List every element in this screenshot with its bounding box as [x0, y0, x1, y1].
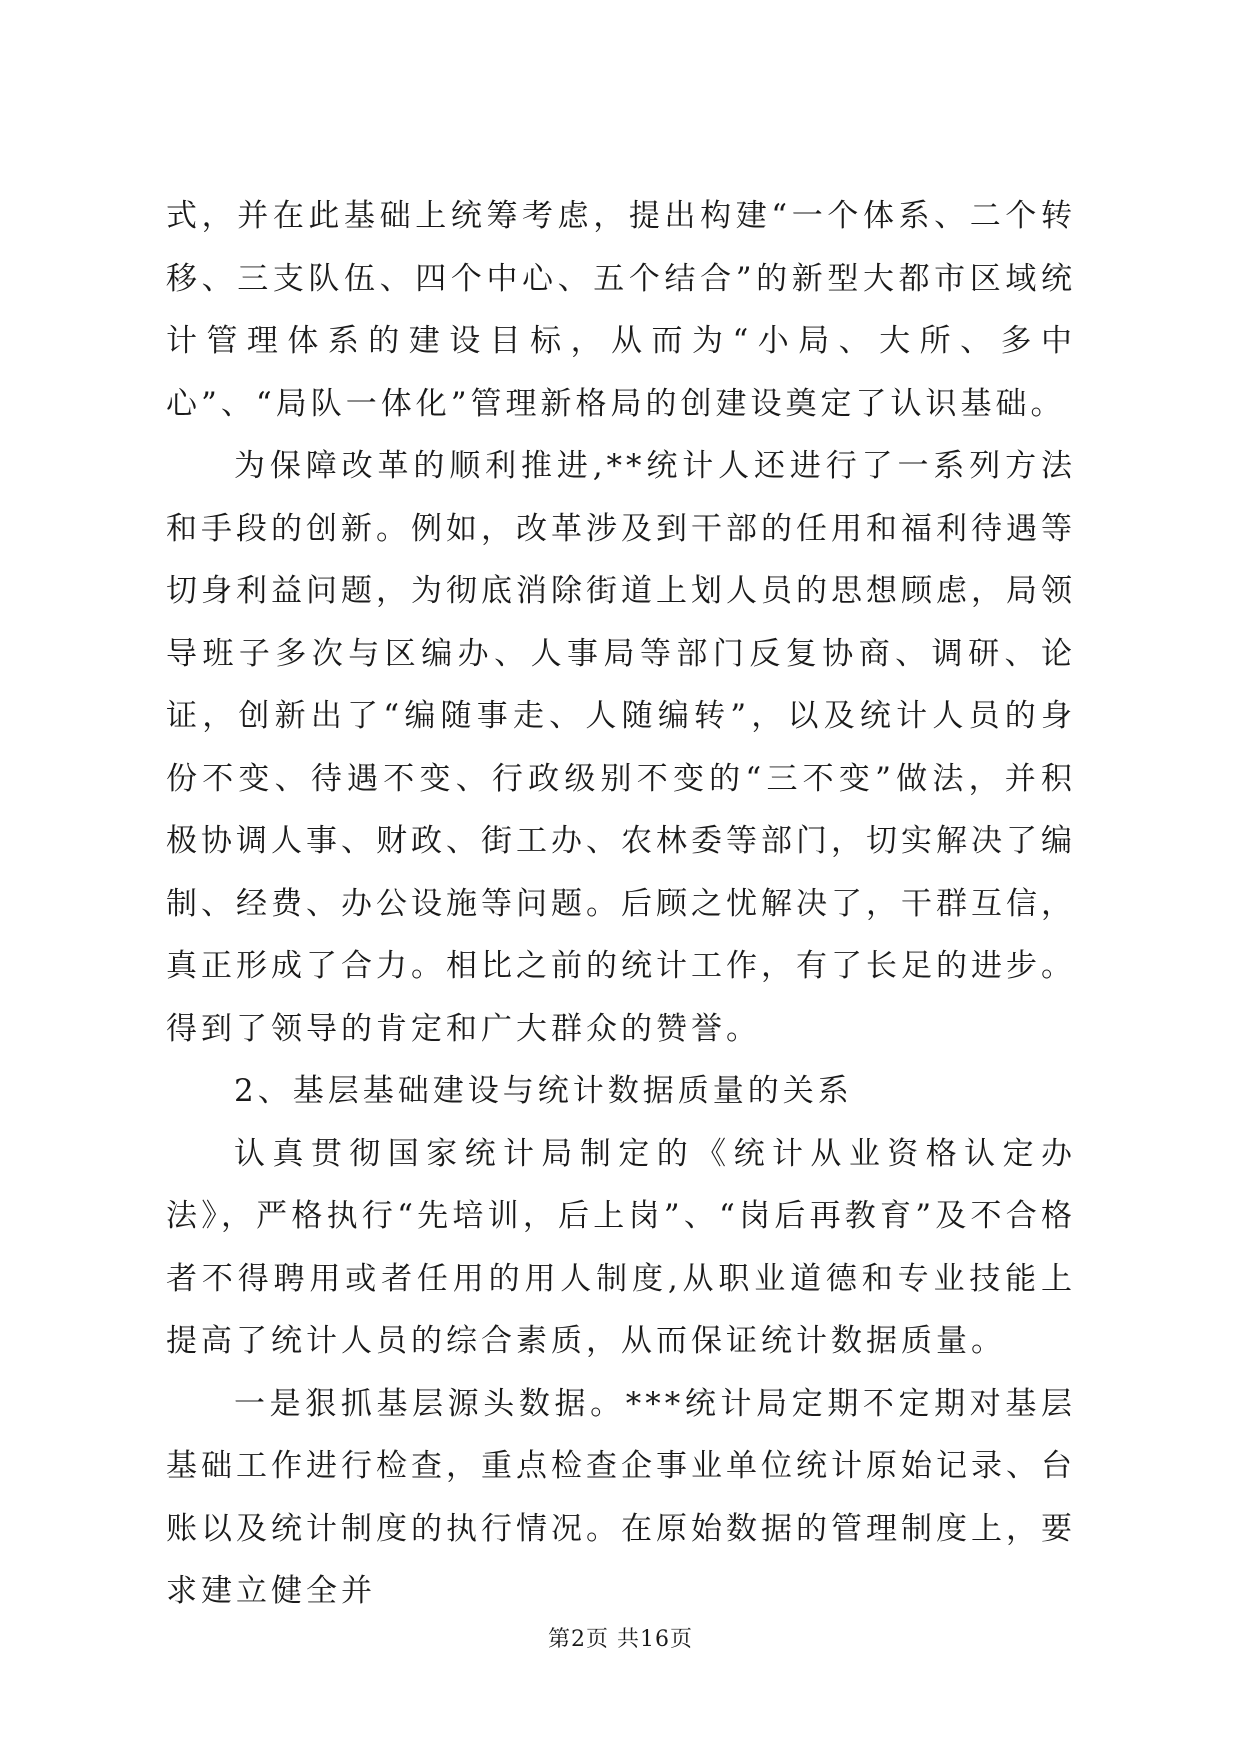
paragraph-3: 认真贯彻国家统计局制定的《统计从业资格认定办法》，严格执行“先培训，后上岗”、“岗后再教育”及不合格者不得聘用或者任用的用人制度,从职业道德和专业技能上提高了统计人员的综合素质，从而保证统计数据质量。	[166, 1135, 1076, 1359]
paragraph-1: 式，并在此基础上统筹考虑，提出构建“一个体系、二个转移、三支队伍、四个中心、五个结合”的新型大都市区域统计管理体系的建设目标，从而为“小局、大所、多中心”、“局队一体化”管理新格局的创建设奠定了认识基础。	[166, 198, 1076, 422]
paragraph-4: 一是狠抓基层源头数据。***统计局定期不定期对基层基础工作进行检查，重点检查企事业单位统计原始记录、台账以及统计制度的执行情况。在原始数据的管理制度上，要求建立健全并	[166, 1385, 1076, 1609]
paragraph-2: 为保障改革的顺利推进,**统计人还进行了一系列方法和手段的创新。例如，改革涉及到干部的任用和福利待遇等切身利益问题，为彻底消除街道上划人员的思想顾虑，局领导班子多次与区编办、人事局等部门反复协商、调研、论证，创新出了“编随事走、人随编转”，以及统计人员的身份不变、待遇不变、行政级别不变的“三不变”做法，并积极协调人事、财政、街工办、农林委等部门，切实解决了编制、经费、办公设施等问题。后顾之忧解决了，干群互信，真正形成了合力。相比之前的统计工作，有了长足的进步。得到了领导的肯定和广大群众的赞誉。	[166, 448, 1076, 1047]
document-body	[166, 185, 1076, 1623]
section-heading: 2、基层基础建设与统计数据质量的关系	[234, 1073, 853, 1109]
page-number-footer: 第2页 共16页	[548, 1627, 693, 1652]
